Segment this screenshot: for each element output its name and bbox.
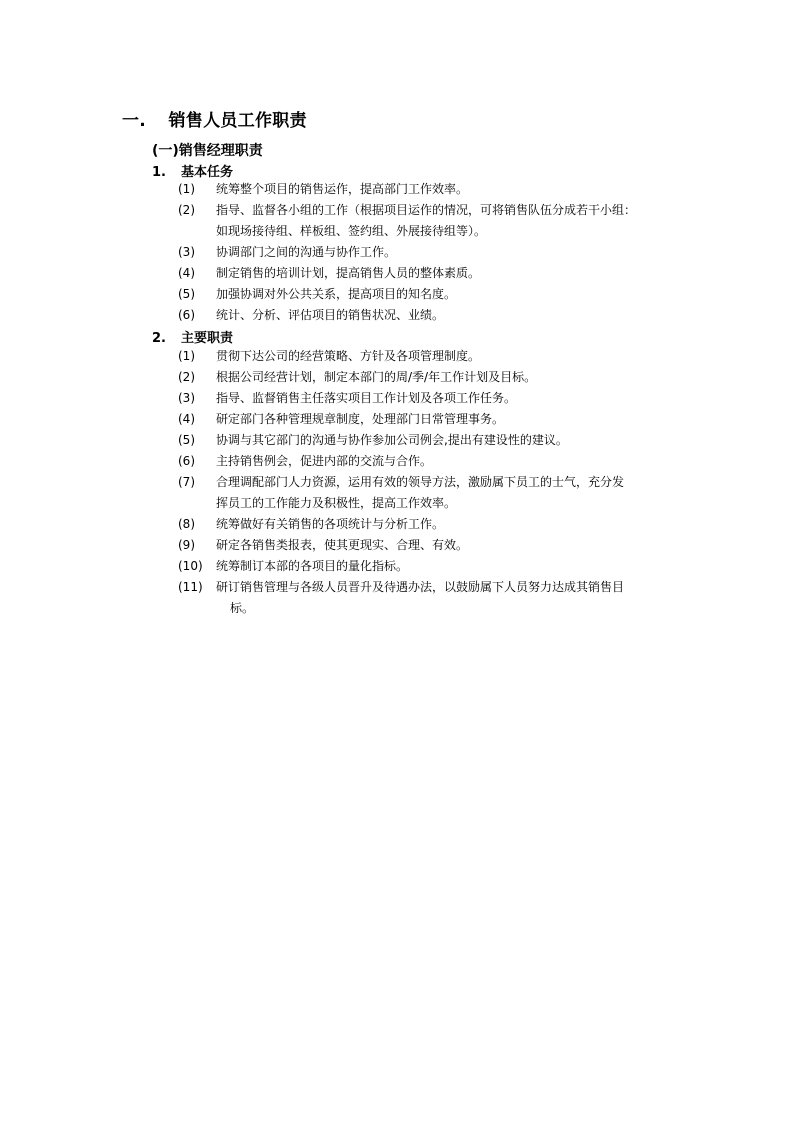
item-number: (8) — [178, 517, 195, 531]
list-item — [178, 284, 678, 305]
item-number: (3) — [178, 391, 195, 405]
item-text-continued: 挥员工的工作能力及积极性，提高工作效率。 — [216, 496, 457, 510]
list-item — [178, 535, 678, 556]
item-text: 制定销售的培训计划，提高销售人员的整体素质。 — [216, 266, 481, 280]
item-text: 加强协调对外公共关系，提高项目的知名度。 — [216, 287, 457, 301]
list-item — [178, 388, 678, 409]
list-item — [178, 263, 678, 284]
item-text: 研定各销售类报表，使其更现实、合理、有效。 — [216, 538, 469, 552]
item-number: (2) — [178, 203, 195, 217]
item-text: 研订销售管理与各级人员晋升及待遇办法，以鼓励属下人员努力达成其销售目 — [216, 580, 625, 594]
item-number: (9) — [178, 538, 195, 552]
section-number: (一) — [152, 143, 179, 159]
list-item — [178, 179, 678, 200]
item-number: (1) — [178, 349, 195, 363]
item-number: (1) — [178, 182, 195, 196]
page-title — [122, 106, 307, 131]
list-item — [178, 409, 678, 430]
list-item — [178, 200, 678, 242]
item-number: (2) — [178, 370, 195, 384]
item-text: 统筹做好有关销售的各项统计与分析工作。 — [216, 517, 445, 531]
item-text: 指导、监督销售主任落实项目工作计划及各项工作任务。 — [216, 391, 517, 405]
list-item — [178, 577, 678, 619]
item-number: (11) — [178, 580, 203, 594]
section-heading — [152, 140, 263, 160]
item-text: 贯彻下达公司的经营策略、方针及各项管理制度。 — [216, 349, 481, 363]
title-text: 销售人员工作职责 — [168, 111, 307, 131]
list-item — [178, 346, 678, 367]
item-number: (6) — [178, 308, 195, 322]
item-number: (4) — [178, 412, 195, 426]
list-item — [178, 451, 678, 472]
item-text: 研定部门各种管理规章制度，处理部门日常管理事务。 — [216, 412, 505, 426]
item-number: (5) — [178, 433, 195, 447]
group-heading-main-duties — [152, 327, 233, 346]
item-number: (7) — [178, 475, 195, 489]
list-item — [178, 430, 678, 451]
item-text: 统筹制订本部的各项目的量化指标。 — [216, 559, 409, 573]
list-item — [178, 556, 678, 577]
list-item — [178, 367, 678, 388]
group-heading-basic-tasks — [152, 161, 233, 180]
item-text-continued: 标。 — [230, 601, 255, 615]
item-text-continued: 如现场接待组、样板组、签约组、外展接待组等）。 — [216, 224, 487, 238]
item-text: 合理调配部门人力资源，运用有效的领导方法，激励属下员工的士气，充分发 — [216, 475, 625, 489]
group-heading-text: 主要职责 — [181, 331, 234, 346]
list-item — [178, 472, 678, 514]
item-text: 协调部门之间的沟通与协作工作。 — [216, 245, 397, 259]
item-number: (10) — [178, 559, 203, 573]
item-number: (5) — [178, 287, 195, 301]
item-text: 协调与其它部门的沟通与协作参加公司例会,提出有建设性的建议。 — [216, 433, 568, 447]
item-number: (6) — [178, 454, 195, 468]
item-number: (4) — [178, 266, 195, 280]
list-item — [178, 305, 678, 326]
item-text: 统筹整个项目的销售运作，提高部门工作效率。 — [216, 182, 469, 196]
item-text: 统计、分析、评估项目的销售状况、业绩。 — [216, 308, 445, 322]
title-number: 一. — [122, 111, 147, 131]
section-text: 销售经理职责 — [178, 143, 263, 159]
group-number: 1. — [152, 165, 166, 180]
list-item — [178, 514, 678, 535]
group-number: 2. — [152, 331, 166, 346]
item-text: 主持销售例会，促进内部的交流与合作。 — [216, 454, 433, 468]
item-text: 指导、监督各小组的工作（根据项目运作的情况，可将销售队伍分成若干小组： — [216, 203, 637, 217]
item-number: (3) — [178, 245, 195, 259]
group-heading-text: 基本任务 — [181, 165, 234, 180]
list-item — [178, 242, 678, 263]
item-text: 根据公司经营计划，制定本部门的周/季/年工作计划及目标。 — [216, 370, 537, 384]
